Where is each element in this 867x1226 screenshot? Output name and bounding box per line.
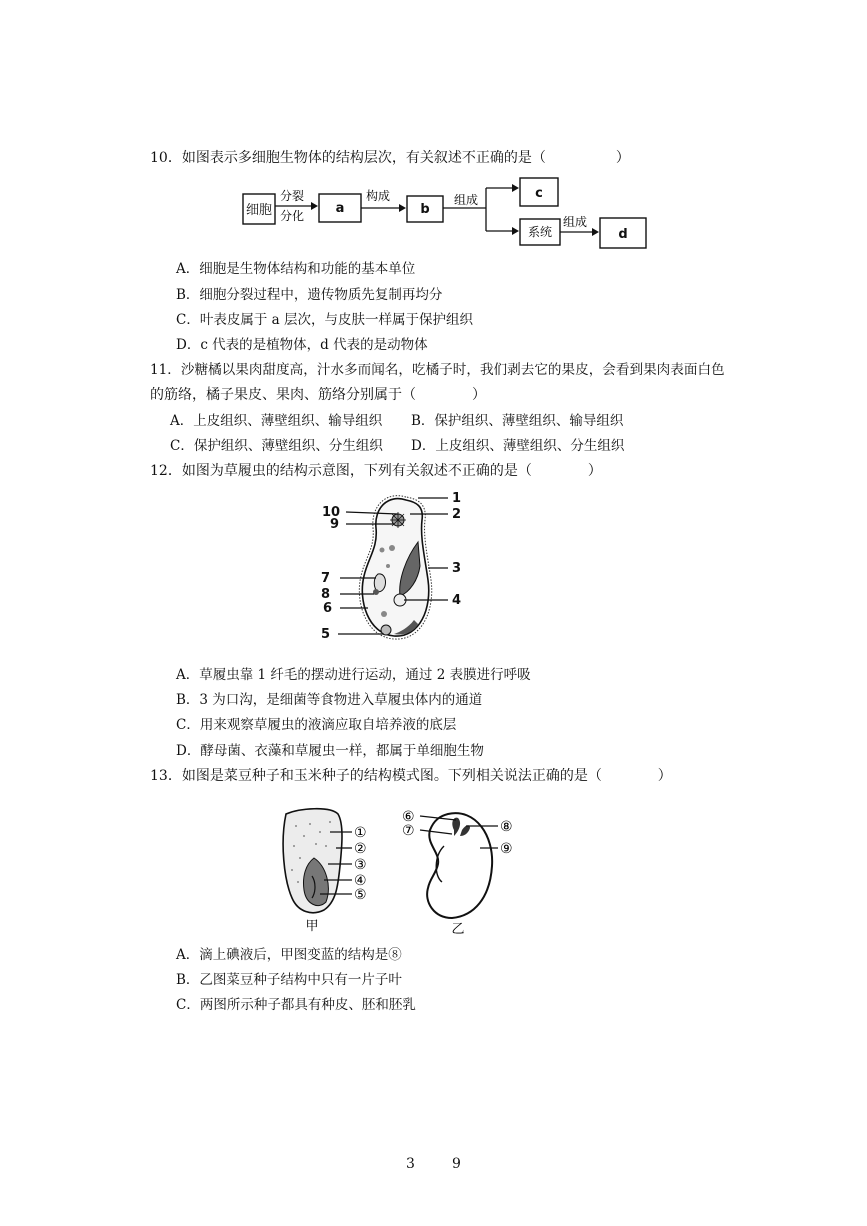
q11-stem-line1: 11．沙糖橘以果肉甜度高，汁水多而闻名，吃橘子时，我们剥去它的果皮，会看到果肉表面白色 (150, 362, 725, 378)
q12-stem: 12．如图为草履虫的结构示意图，下列有关叙述不正确的是（ ） (150, 463, 602, 479)
label-9: 9 (330, 517, 340, 532)
q13-option-b: B．乙图菜豆种子结构中只有一片子叶 (176, 972, 402, 988)
arrowhead-2 (399, 204, 406, 212)
form-label-1: 组成 (453, 193, 479, 207)
q12-option-c: C．用来观察草履虫的液滴应取自培养液的底层 (176, 717, 457, 733)
b-label: b (420, 202, 430, 217)
yi-label-7: ⑦ (402, 823, 415, 839)
jia-label-1: ① (354, 825, 367, 841)
caption-jia: 甲 (305, 919, 319, 934)
bean-seed-diagram (400, 806, 540, 936)
compose-label: 构成 (365, 189, 391, 203)
q13-stem: 13．如图是菜豆种子和玉米种子的结构模式图。下列相关说法正确的是（ ） (150, 768, 672, 784)
q10-option-c: C．叶表皮属于 a 层次，与皮肤一样属于保护组织 (176, 312, 473, 328)
vacuole-small-4 (386, 564, 390, 568)
q12-option-a: A．草履虫靠 1 纤毛的摆动进行运动，通过 2 表膜进行呼吸 (176, 667, 531, 683)
q10-stem: 10．如图表示多细胞生物体的结构层次，有关叙述不正确的是（ ） (150, 150, 630, 166)
q13-option-c: C．两图所示种子都具有种皮、胚和胚乳 (176, 997, 416, 1013)
a-label: a (335, 201, 345, 216)
jia-label-3: ③ (354, 857, 367, 873)
q12-option-b: B．3 为口沟，是细菌等食物进入草履虫体内的通道 (176, 692, 483, 708)
c-label: c (535, 186, 543, 201)
yi-label-9: ⑨ (500, 841, 513, 857)
label-4: 4 (452, 593, 462, 608)
label-3: 3 (452, 561, 462, 576)
arrowhead-d (592, 228, 599, 236)
label-8: 8 (321, 587, 331, 602)
cell-label: 细胞 (245, 203, 273, 218)
q10-option-b: B．细胞分裂过程中，遗传物质先复制再均分 (176, 287, 443, 303)
q11-option-d: D．上皮组织、薄壁组织、分生组织 (411, 438, 625, 454)
q13-option-a: A．滴上碘液后，甲图变蓝的结构是⑧ (176, 947, 402, 963)
divide-label: 分裂 (279, 189, 305, 203)
jia-label-4: ④ (354, 873, 367, 889)
jia-label-2: ② (354, 841, 367, 857)
q10-structure-diagram (240, 176, 660, 252)
label-1: 1 (452, 491, 462, 506)
q11-option-a: A．上皮组织、薄壁组织、输导组织 (170, 413, 383, 429)
form-label-2: 组成 (562, 215, 588, 229)
q11-option-c: C．保护组织、薄壁组织、分生组织 (170, 438, 383, 454)
arrowhead-c (512, 184, 519, 192)
label-10: 10 (322, 505, 341, 520)
page-number-right: 9 (452, 1156, 461, 1172)
arrowhead-1 (311, 202, 318, 210)
label-6: 6 (323, 601, 333, 616)
q11-option-b: B．保护组织、薄壁组织、输导组织 (411, 413, 624, 429)
q10-option-d: D．c 代表的是植物体，d 代表的是动物体 (176, 337, 428, 353)
paramecium-diagram (318, 488, 468, 648)
jia-label-5: ⑤ (354, 887, 367, 903)
vacuole-small-3 (380, 548, 385, 553)
yi-label-6: ⑥ (402, 809, 415, 825)
yi-label-8: ⑧ (500, 819, 513, 835)
q11-stem-line2: 的筋络，橘子果皮、果肉、筋络分别属于（ ） (150, 387, 486, 403)
label-2: 2 (452, 507, 462, 522)
vacuole-small-1 (381, 611, 387, 617)
caption-yi: 乙 (451, 922, 465, 937)
label-5: 5 (321, 627, 331, 642)
q10-option-a: A．细胞是生物体结构和功能的基本单位 (176, 261, 416, 277)
differentiate-label: 分化 (279, 209, 305, 223)
corn-seed-diagram (276, 806, 376, 936)
vacuole-small-2 (389, 545, 395, 551)
arrowhead-system (512, 227, 519, 235)
d-label: d (618, 227, 628, 242)
label-7: 7 (321, 571, 331, 586)
q12-option-d: D．酵母菌、衣藻和草履虫一样，都属于单细胞生物 (176, 743, 484, 759)
page-number-left: 3 (406, 1156, 415, 1172)
system-label: 系统 (527, 225, 553, 239)
